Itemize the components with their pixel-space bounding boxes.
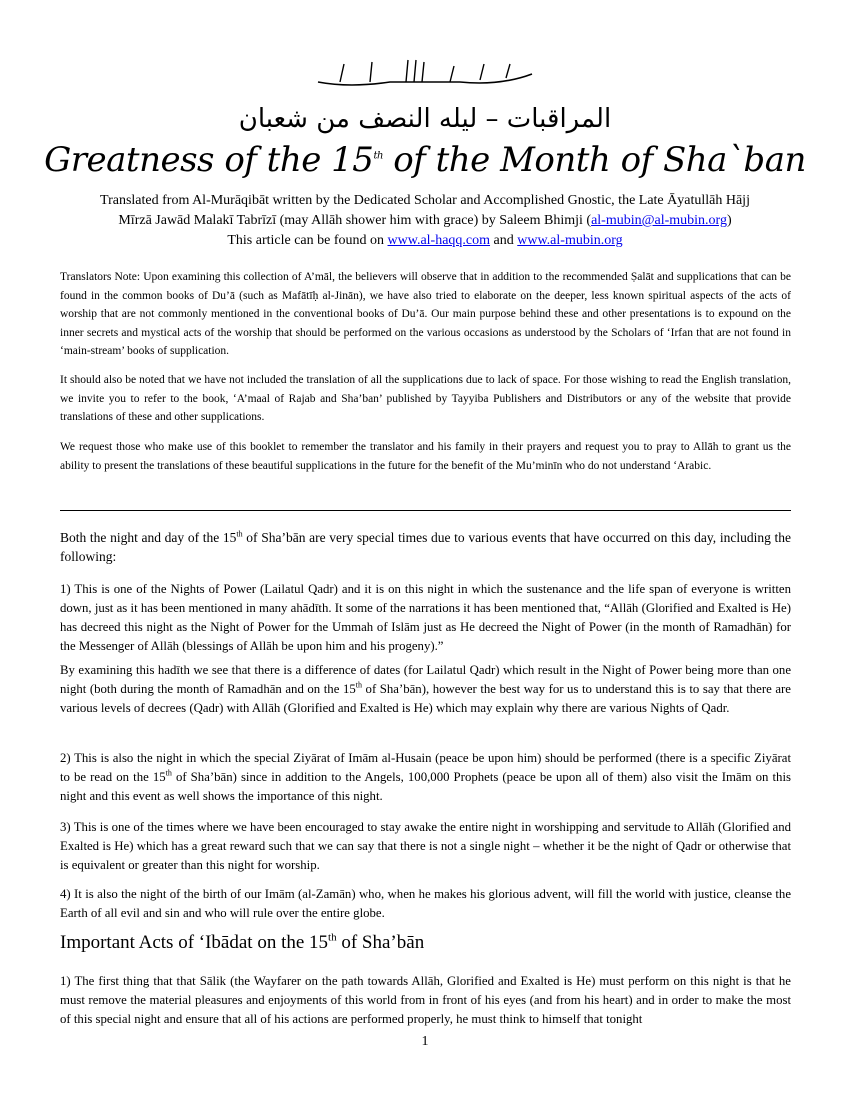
page-title — [0, 140, 850, 180]
point-paragraph: 4) It is also the night of the birth of our Imām (al-Zamān) who, when he makes his glorious advent, will fill the world with justice, cleanse the Earth of all evil and sin and who will rule over the entire globe. — [60, 887, 791, 920]
heading-text: Important Acts of ‘Ibādat on the 15 — [60, 932, 329, 953]
point-text: 2) This is also the night in which the special Ziyārat of Imām al-Husain (peace be upon him) should be performed (there is a specific Ziyārat to be read on the 15 — [60, 751, 791, 784]
section-divider — [60, 510, 791, 511]
point-paragraph — [60, 749, 791, 806]
translation-credit — [60, 191, 790, 231]
title-text-end: of the Month of Sha`ban — [382, 140, 806, 180]
point-superscript: th — [355, 680, 362, 690]
credit-line-2-end: ) — [726, 213, 732, 228]
title-text-start: Greatness of the 15 — [44, 140, 374, 180]
credit-line-1: Translated from Al-Murāqibāt written by the Dedicated Scholar and Accomplished Gnostic, the Late Āyatullāh Hājj — [100, 193, 750, 208]
availability-text: This article can be found on — [227, 233, 388, 248]
heading-text-end: of Sha’bān — [336, 932, 425, 953]
point-text: By examining this hadīth we see that there is a difference of dates (for Lailatul Qadr) which result in the Night of Power being more than one night (both during the month of Ramadhān and on the 15 — [60, 663, 791, 696]
translators-note-paragraph: It should also be noted that we have not included the translation of all the supplications due to lack of space. For those wishing to read the English translation, we invite you to refer to the book, ‘A’maal of Rajab and Sha’ban’ published by Tayyiba Publishers and Distributors or any of the website that provide translations of these and other supplications. — [60, 374, 791, 423]
translators-note-paragraph: Translators Note: Upon examining this collection of A’māl, the believers will observe that in addition to the recommended Ṣalāt and supplications that can be found in the common books of Du’ā (such as Mafātīḥ al-Jinān), we have also tried to elaborate on the deeper, less known spiritual aspects of the acts of worship that are not commonly mentioned in the conventional books of Du’ā. Our main purpose behind these and other presentations is to expound on the inner secrets and mystical acts of the worship that should be performed on the various occasions as understood by the Scholars of ‘Irfan that are not found in ‘main-stream’ books of supplication. — [60, 271, 791, 357]
section-heading — [60, 932, 424, 954]
section-paragraph: 1) The first thing that that Sālik (the Wayfarer on the path towards Allāh, Glorified and Exalted is He) must perform on this night is that he must remove the material pleasures and enjoyments of this world from in front of his eyes (and from his heart) and in order to make the most of this special night and ensure that all of his actions are performed properly, he must think to himself that tonight — [60, 974, 791, 1026]
intro-text: Both the night and day of the 15 — [60, 530, 237, 545]
basmala-calligraphy — [310, 52, 540, 94]
email-link[interactable]: al-mubin@al-mubin.org — [591, 213, 727, 228]
point-superscript: th — [165, 768, 172, 778]
arabic-title: المراقبات – ليله النصف من شعبان — [238, 104, 612, 134]
point-paragraph: 3) This is one of the times where we have been encouraged to stay awake the entire night in worshipping and servitude to Allāh (Glorified and Exalted is He) which has a great reward such that we can say that there is not a single night – whether it be the night of Qadr or otherwise that is equivalent or greater than this night for worship. — [60, 820, 791, 872]
page-number: 1 — [421, 1034, 429, 1049]
point-text-end: of Sha’bān), however the best way for us to understand this is to say that there are various levels of decrees (Qadr) with Allāh (Glorified and Exalted is He) which may explain why there are various Nights of Qadr. — [60, 682, 791, 715]
availability-and: and — [490, 233, 518, 248]
intro-paragraph — [60, 528, 791, 566]
intro-text-end: of Sha’bān are very special times due to various events that have occurred on this day, including the following: — [60, 530, 791, 564]
title-superscript: th — [373, 150, 383, 162]
al-mubin-link[interactable]: www.al-mubin.org — [517, 233, 623, 248]
intro-superscript: th — [236, 529, 243, 539]
point-paragraph: 1) This is one of the Nights of Power (Lailatul Qadr) and it is on this night in which the sustenance and the life span of everyone is written down, just as it has been mentioned in many ahādīth. It some of the narrations it has been mentioned that, “Allāh (Glorified and Exalted is He) has decreed this night as the Night of Power for the Ummah of Islām just as He decreed the Night of Power (in the month of Ramadhān) for the Messenger of Allāh (blessings of Allāh be upon him and his progeny).” — [60, 582, 791, 653]
point-text-end: of Sha’bān) since in addition to the Angels, 100,000 Prophets (peace be upon all of them) also visit the Imām on this night and this event as well shows the importance of this night. — [60, 770, 791, 803]
point-paragraph — [60, 661, 791, 718]
translators-note-paragraph: We request those who make use of this booklet to remember the translator and his family in their prayers and request you to pray to Allāh to grant us the ability to present the translations of these beautiful supplications in the future for the benefit of the Mu’minīn who do not understand ‘Arabic. — [60, 441, 791, 472]
availability-line — [0, 233, 850, 249]
heading-superscript: th — [328, 931, 337, 944]
al-haqq-link[interactable]: www.al-haqq.com — [387, 233, 491, 248]
credit-line-2: Mīrzā Jawād Malakī Tabrīzī (may Allāh shower him with grace) by Saleem Bhimji ( — [118, 213, 592, 228]
